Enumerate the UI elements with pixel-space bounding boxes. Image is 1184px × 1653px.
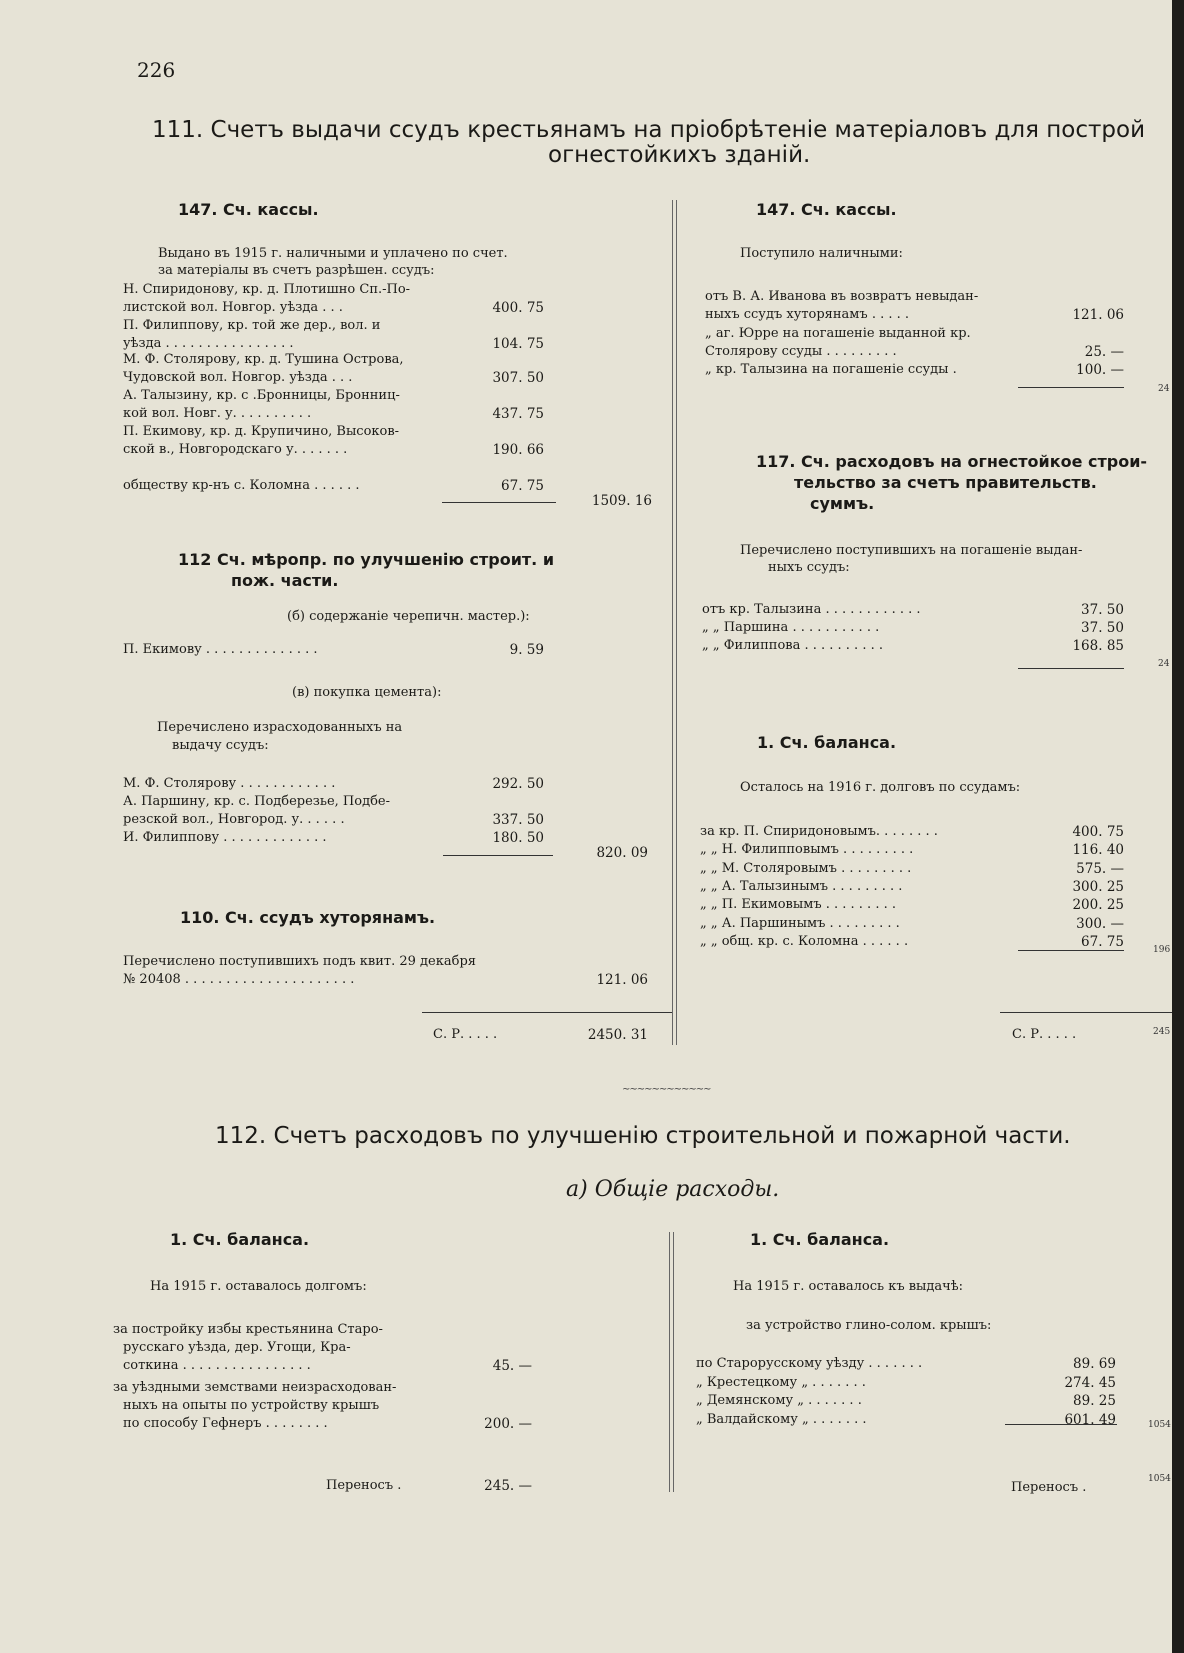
page-number: 226 <box>137 58 176 82</box>
account-112-heading-line2: пож. части. <box>231 571 339 590</box>
right-balance-intro: Осталось на 1916 г. долговъ по ссудамъ: <box>740 780 1021 795</box>
v-note: (в) покупка цемента): <box>292 685 442 700</box>
edge-mark: 24 <box>1158 384 1170 394</box>
table-row-line1: П. Екимову, кр. д. Крупичино, Высоков- <box>123 424 400 439</box>
row-amount: 89. 25 <box>1073 1393 1116 1409</box>
left-intro-line1: Выдано въ 1915 г. наличными и уплачено по счет. <box>158 246 508 261</box>
row-amount: 89. 69 <box>1073 1356 1116 1372</box>
table-row: за кр. П. Спиридоновымъ. . . . . . . . <box>700 824 938 839</box>
s112-left-balance-heading: 1. Сч. баланса. <box>170 1230 310 1249</box>
b-row: П. Екимову . . . . . . . . . . . . . . <box>123 642 318 657</box>
edge-mark: 196 <box>1153 945 1171 955</box>
table-row-line2: листской вол. Новгор. уѣзда . . . <box>123 300 343 315</box>
right-intro: Поступило наличными: <box>740 246 903 261</box>
edge-mark: 1054 <box>1148 1474 1171 1484</box>
column-divider <box>672 200 673 1045</box>
left-total-1: 1509. 16 <box>591 493 652 509</box>
table-row: отъ кр. Талызина . . . . . . . . . . . . <box>702 602 921 617</box>
table-row: „ „ П. Екимовымъ . . . . . . . . . <box>700 897 896 913</box>
table-row: по Старорусскому уѣзду . . . . . . . <box>696 1356 923 1371</box>
table-row-line2: резской вол., Новгород. у. . . . . . <box>123 812 345 827</box>
table-row-line1: М. Ф. Столярову, кр. д. Тушина Острова, <box>123 352 404 367</box>
row-amount: 168. 85 <box>1072 638 1124 654</box>
table-row-line2: обществу кр-нъ с. Коломна . . . . . . <box>123 478 360 493</box>
s112-right-intro: На 1915 г. оставалось къ выдачѣ: <box>733 1279 963 1294</box>
row-amount: 37. 50 <box>1081 602 1124 618</box>
column-divider <box>669 1232 670 1492</box>
rule <box>422 1012 672 1013</box>
row-amount: 200. — <box>484 1416 532 1432</box>
v-intro-line1: Перечислено израсходованныхъ на <box>157 720 403 735</box>
row-amount: 37. 50 <box>1081 620 1124 636</box>
table-row-line1: А. Талызину, кр. с .Бронницы, Бронниц- <box>123 388 400 403</box>
rule <box>443 855 553 856</box>
row-amount: 100. — <box>1076 362 1124 378</box>
table-row: „ Крестецкому „ . . . . . . . <box>696 1374 866 1390</box>
row-amount: 307. 50 <box>492 370 544 386</box>
row-amount: 300. 25 <box>1072 878 1124 895</box>
row-amount: 274. 45 <box>1064 1374 1116 1391</box>
table-row: „ „ Н. Филипповымъ . . . . . . . . . <box>700 842 914 858</box>
b-note: (б) содержаніе черепичн. мастер.): <box>287 609 530 624</box>
left-intro-line2: за матеріалы въ счетъ разрѣшен. ссудъ: <box>158 263 435 278</box>
table-row-line2: И. Филиппову . . . . . . . . . . . . . <box>123 830 327 845</box>
table-row-line2: уѣзда . . . . . . . . . . . . . . . . <box>123 336 294 351</box>
row-amount: 67. 75 <box>1081 933 1124 950</box>
v-intro-line2: выдачу ссудъ: <box>172 738 269 753</box>
table-row-line3: соткина . . . . . . . . . . . . . . . . <box>123 1358 311 1373</box>
account-117-heading-line2: тельство за счетъ правительств. <box>794 473 1097 492</box>
table-row-line2: Чудовской вол. Новгор. уѣзда . . . <box>123 370 353 385</box>
table-row: „ „ Филиппова . . . . . . . . . . <box>702 638 883 653</box>
s112-left-intro: На 1915 г. оставалось долгомъ: <box>150 1279 367 1294</box>
section-112-subtitle: а) Общіе расходы. <box>566 1177 780 1202</box>
row-amount: 601. 49 <box>1064 1411 1116 1428</box>
table-row-line2: ской в., Новгородскаго у. . . . . . . <box>123 442 348 457</box>
row-amount: 45. — <box>492 1358 532 1374</box>
account-117-intro2: ныхъ ссудъ: <box>768 560 850 575</box>
table-row-line2: М. Ф. Столярову . . . . . . . . . . . . <box>123 776 336 791</box>
row-amount: 437. 75 <box>492 406 544 422</box>
account-117-heading-line1: 117. Сч. расходовъ на огнестойкое строи- <box>756 452 1148 471</box>
edge-mark: 24 <box>1158 659 1170 669</box>
table-row-line2: кой вол. Новг. у. . . . . . . . . . <box>123 406 312 421</box>
table-row: „ Демянскому „ . . . . . . . <box>696 1393 862 1408</box>
row-amount: 190. 66 <box>492 442 544 458</box>
table-row-line2: ныхъ на опыты по устройству крышъ <box>123 1398 380 1413</box>
table-row: „ „ общ. кр. с. Коломна . . . . . . <box>700 933 909 949</box>
section-111-title-line1: 111. Счетъ выдачи ссудъ крестьянамъ на пріобрѣтеніе матеріаловъ для построй <box>152 117 1146 143</box>
table-row-line1: отъ В. А. Иванова въ возвратъ невыдан- <box>705 289 979 304</box>
table-row: „ „ М. Столяровымъ . . . . . . . . . <box>700 860 912 876</box>
table-row: „ „ А. Паршинымъ . . . . . . . . . <box>700 915 900 931</box>
table-row: „ Валдайскому „ . . . . . . . <box>696 1411 867 1427</box>
edge-mark: 245 <box>1153 1027 1171 1037</box>
row-amount: 116. 40 <box>1072 842 1124 859</box>
s112-right-balance-heading: 1. Сч. баланса. <box>750 1230 890 1249</box>
account-117-heading-line3: суммъ. <box>810 494 875 513</box>
row-amount: 104. 75 <box>492 336 544 352</box>
table-row: „ „ Паршина . . . . . . . . . . . <box>702 620 880 635</box>
table-row-line1: П. Филиппову, кр. той же дер., вол. и <box>123 318 381 333</box>
account-110-heading: 110. Сч. ссудъ хуторянамъ. <box>180 908 436 927</box>
table-row-line1: „ аг. Юрре на погашеніе выданной кр. <box>705 326 971 341</box>
rule <box>442 502 556 503</box>
section-112-title: 112. Счетъ расходовъ по улучшенію строительной и пожарной части. <box>215 1123 1071 1149</box>
row-amount: 67. 75 <box>501 478 544 494</box>
table-row-line2: ныхъ ссудъ хуторянамъ . . . . . <box>705 307 910 322</box>
right-account-147-heading: 147. Сч. кассы. <box>756 200 897 219</box>
table-row-line2: Столярову ссуды . . . . . . . . . <box>705 344 897 359</box>
edge-mark: 1054 <box>1148 1420 1171 1430</box>
right-sr-label: С. Р. . . . . <box>1012 1027 1077 1042</box>
rule <box>1018 668 1124 669</box>
row-amount: 400. 75 <box>492 300 544 316</box>
rule <box>1005 1424 1117 1425</box>
row-amount: 337. 50 <box>492 812 544 828</box>
account-112-heading-line1: 112 Сч. мѣропр. по улучшенію строит. и <box>178 550 555 569</box>
rule <box>1000 1012 1172 1013</box>
row-amount: 575. — <box>1076 860 1124 877</box>
table-row-line2: „ кр. Талызина на погашеніе ссуды . <box>705 362 957 377</box>
page-edge-dark <box>1172 0 1184 1653</box>
table-row-line1: за постройку избы крестьянина Старо- <box>113 1322 383 1337</box>
b-amount: 9. 59 <box>509 642 544 658</box>
account-117-intro1: Перечислено поступившихъ на погашеніе выдан- <box>740 543 1083 558</box>
s112-right-note: за устройство глино-солом. крышъ: <box>746 1318 992 1333</box>
section-separator-ornament: ∼∼∼∼∼∼∼∼∼∼∼∼ <box>622 1084 711 1095</box>
left-total-2: 820. 09 <box>596 845 648 861</box>
left-sr-label: С. Р. . . . . <box>433 1027 498 1042</box>
table-row-line1: А. Паршину, кр. с. Подберезье, Подбе- <box>123 794 391 809</box>
account-110-line1: Перечислено поступившихъ подъ квит. 29 декабря <box>123 954 476 969</box>
rule <box>1018 387 1124 388</box>
section-111-title-line2: огнестойкихъ зданій. <box>548 142 811 168</box>
row-amount: 180. 50 <box>492 830 544 846</box>
row-amount: 200. 25 <box>1072 897 1124 914</box>
row-amount: 25. — <box>1084 344 1124 360</box>
table-row-line3: по способу Гефнеръ . . . . . . . . <box>123 1416 328 1431</box>
s112-left-carry-label: Переносъ . <box>326 1478 402 1493</box>
row-amount: 121. 06 <box>1072 307 1124 323</box>
column-divider <box>673 1232 674 1492</box>
left-account-147-heading: 147. Сч. кассы. <box>178 200 319 219</box>
table-row-line1: за уѣздными земствами неизрасходован- <box>113 1380 397 1395</box>
row-amount: 300. — <box>1076 915 1124 932</box>
account-110-line2: № 20408 . . . . . . . . . . . . . . . . . . . . . <box>123 972 355 987</box>
table-row-line1: Н. Спиридонову, кр. д. Плотишно Сп.-По- <box>123 282 411 297</box>
left-sr-amount: 2450. 31 <box>587 1027 648 1043</box>
s112-left-carry-amount: 245. — <box>484 1478 532 1494</box>
table-row: „ „ А. Талызинымъ . . . . . . . . . <box>700 878 903 894</box>
rule <box>1018 950 1124 951</box>
s112-right-carry-label: Переносъ . <box>1011 1480 1087 1495</box>
table-row-line2: русскаго уѣзда, дер. Угощи, Кра- <box>123 1340 351 1355</box>
row-amount: 400. 75 <box>1072 824 1124 840</box>
row-amount: 292. 50 <box>492 776 544 792</box>
account-110-amount: 121. 06 <box>596 972 648 988</box>
right-balance-heading: 1. Сч. баланса. <box>757 733 897 752</box>
column-divider <box>676 200 677 1045</box>
